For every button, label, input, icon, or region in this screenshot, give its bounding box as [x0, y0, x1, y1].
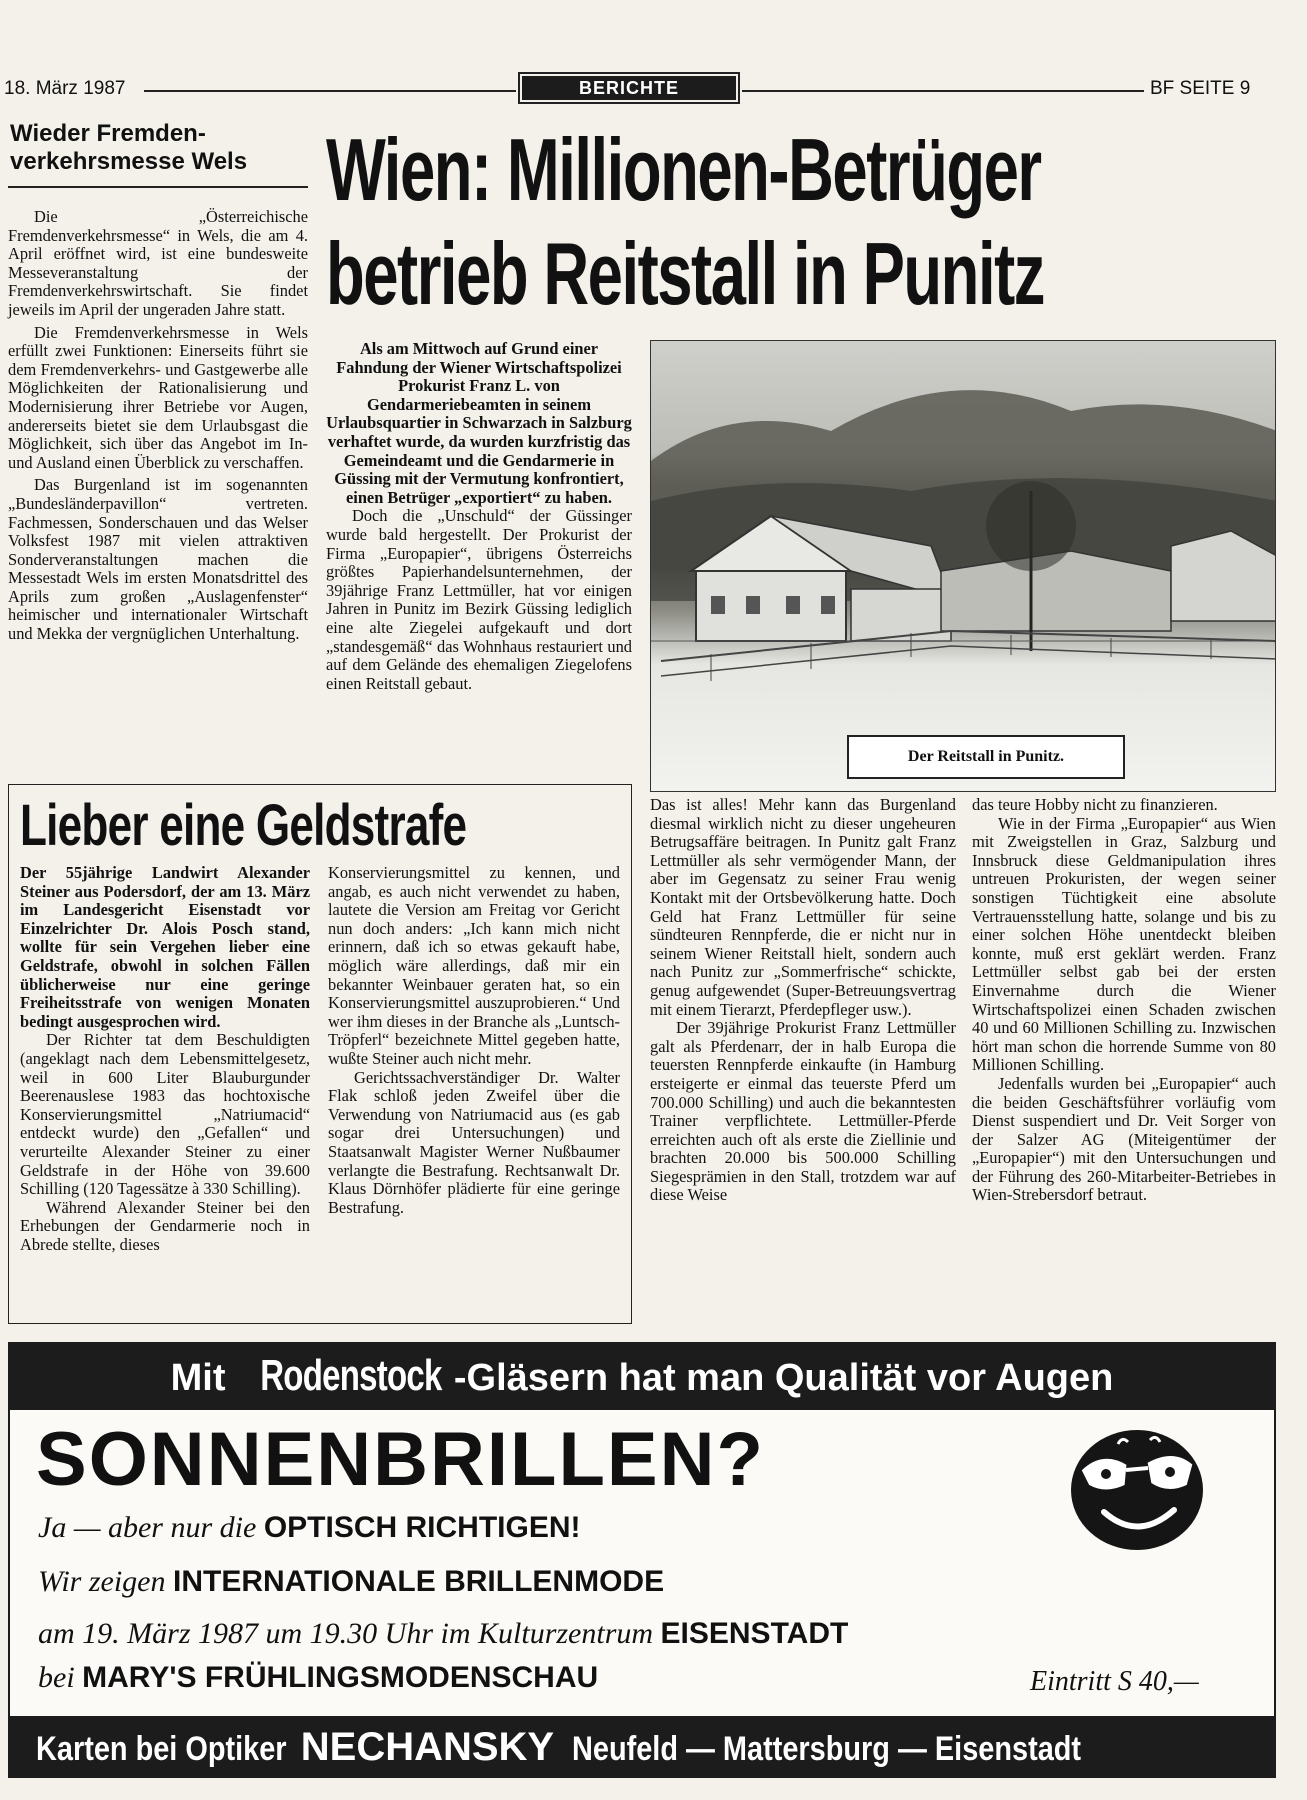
ad-line-4 — [38, 1658, 598, 1698]
boxed-body: Konservierungsmittel zu kennen, und angab, es auch nicht verwendet zu haben, lautete die Version am Freitag vor Gericht nun doch anders: „Ich kann mich nicht erinnern, daß ich so etwas gekauft habe, möglich wäre allerdings, daß mir ein bekannter Weinbauer geraten hat, so ein Konservierungsmittel auszuprobieren.“ Und wer ihm dieses in der Branche als „Luntsch-Tröpferl“ bezeichnete Mittel gegeben hatte, wußte Steiner auch nicht mehr. — [328, 863, 620, 1068]
boxed-headline-text: Lieber eine Geldstrafe — [20, 793, 467, 858]
ad-line-3-bold: EISENSTADT — [660, 1617, 849, 1650]
side-article-body — [8, 208, 308, 644]
main-article-lead-column — [326, 340, 632, 693]
header-date: 18. März 1987 — [4, 78, 126, 99]
main-headline-line1: Wien: Millionen-Betrüger — [326, 120, 1041, 219]
ad-bottom-banner — [8, 1716, 1276, 1778]
section-label — [518, 72, 740, 104]
ad-line-3-italic: am 19. März 1987 um 19.30 Uhr im Kulturzentrum — [38, 1617, 654, 1650]
ad-top-pre: Mit — [170, 1357, 226, 1399]
ad-sonnenbrillen: SONNENBRILLEN? — [36, 1417, 765, 1502]
main-body: das teure Hobby nicht zu finanzieren. — [972, 795, 1218, 814]
ad-top-post: -Gläsern hat man Qualität vor Augen — [453, 1357, 1114, 1399]
sunglasses-smiley-icon — [1062, 1424, 1212, 1559]
main-body: Wie in der Firma „Europapier“ aus Wien mit Zweigstellen in Graz, Salzburg und Innsbruck diese Geldmanipulation ihres untreuen Prokuristen, der wegen seiner sonstigen Tüchtigkeit eine absolute Vertrauensstellung hatte, solange und bis zu einer solchen Höhe unentdeckt bleiben konnte, muß erst geklärt werden. Franz Lettmüller selbst gab bei der ersten Einvernahme durch die Wiener Wirtschaftspolizei einen Schaden zwischen 40 und 60 Millionen Schilling zu. Inzwischen hört man schon die horrende Summe von 80 Millionen Schilling. — [972, 813, 1276, 1075]
ad-bottom-post: Neufeld — Mattersburg — Eisenstadt — [572, 1730, 1082, 1768]
photo-caption-box — [847, 735, 1125, 779]
reitstall-photo-illustration — [651, 341, 1276, 792]
boxed-lead: Der 55jährige Landwirt Alexander Steiner aus Podersdorf, der am 13. März im Landesgericht Eisenstadt vor Einzelrichter Dr. Alois Posch stand, wollte für sein Vergehen lieber eine Geldstrafe, obwohl in solchen Fällen üblicherweise nur eine geringe Freiheitsstrafe von wenigen Monaten bedingt ausgesprochen wird. — [20, 863, 310, 1031]
header-rule-right — [742, 90, 1144, 92]
ad-line-1-bold: OPTISCH RICHTIGEN! — [263, 1511, 581, 1544]
boxed-body: Gerichtssachverständiger Dr. Walter Flak schloß jeden Zweifel über die Verwendung von Natriumacid aus (es gab sogar drei Untersuchungen) und Staatsanwalt Magister Werner Nußbaumer verlangte die Bestrafung. Rechtsanwalt Dr. Klaus Dörnhöfer plädierte für eine geringe Bestrafung. — [328, 1067, 620, 1217]
header-page: BF SEITE 9 — [1150, 78, 1251, 99]
ad-top-banner — [8, 1342, 1276, 1410]
side-title-line2: verkehrsmesse Wels — [10, 148, 248, 175]
ad-line-3 — [38, 1614, 848, 1654]
boxed-article-headline — [20, 794, 620, 858]
ad-line-2-italic: Wir zeigen — [38, 1565, 166, 1598]
ad-line-4-italic: bei — [38, 1661, 75, 1694]
boxed-article-col2 — [328, 864, 620, 1217]
ad-line-2 — [38, 1562, 664, 1602]
main-body: Das ist alles! Mehr kann das Burgenland diesmal wirklich nicht zu dieser ungeheuren Betrugsaffäre beitragen. In Punitz galt Franz Lettmüller als sehr vermögender Mann, der aber im Gegensatz zu seiner Frau wenig Kontakt mit der Ortsbevölkerung hatte. Doch Geld hat Franz Lettmüller für seine sündteuren Rennpferde, die er nicht nur in seinem Wiener Reitstall hielt, sondern auch nach Punitz zur „Sommerfrische“ schickte, genug aufgewendet (Super-Betreuungsvertrag mit einem Tierarzt, Pferdepfleger usw.). — [650, 795, 956, 1019]
side-paragraph: Das Burgenland ist im sogenannten „Bundesländerpavillon“ vertreten. Fachmessen, Sonderschauen und das Welser Volksfest 1987 mit vielen attraktiven Sonderveranstaltungen machen die Messestadt Wels im ersten Monatsdrittel des Aprils zum großen „Auslagenfenster“ heimischer und internationaler Wirtschaft und Mekka der vergnüglichen Unterhaltung. — [8, 475, 308, 644]
main-article-col-a — [650, 796, 956, 1205]
ad-line-1 — [38, 1508, 580, 1548]
boxed-article-col1 — [20, 864, 310, 1254]
main-body: Jedenfalls wurden bei „Europapier“ auch die beiden Geschäftsführer vorläufig vom Dienst suspendiert und Dr. Veit Sorger von der Salzer AG (Miteigentümer der „Europapier“) mit den Untersuchungen und der Führung des 260-Mitarbeiter-Betriebes in Wien-Strebersdorf betraut. — [972, 1073, 1276, 1205]
photo-caption: Der Reitstall in Punitz. — [907, 748, 1065, 765]
main-article-col-b — [972, 796, 1276, 1205]
main-headline-line2: betrieb Reitstall in Punitz — [326, 224, 1045, 323]
side-article-title — [10, 120, 306, 176]
side-title-line1: Wieder Fremden- — [10, 120, 206, 147]
header-rule-left — [144, 90, 516, 92]
ad-entry-price: Eintritt S 40,— — [1030, 1666, 1199, 1697]
side-paragraph: Die Fremdenverkehrsmesse in Wels erfüllt zwei Funktionen: Einerseits führt sie dem Fremdenverkehrs- und Gastgewerbe alle Möglichkeiten der Rationalisierung und Modernisierung ihrer Betriebe vor Augen, andererseits bietet sie dem Urlaubsgast die Möglichkeit, sich über das Angebot im In- und Ausland einen Überblick zu verschaffen. — [8, 322, 308, 472]
rodenstock-logo: Rodenstock — [260, 1351, 442, 1400]
ad-line-4-bold: MARY'S FRÜHLINGSMODENSCHAU — [82, 1661, 599, 1694]
main-headline — [326, 118, 1276, 326]
boxed-body: Während Alexander Steiner bei den Erhebungen der Gendarmerie noch in Abrede stellte, dieses — [20, 1197, 310, 1254]
side-paragraph: Die „Österreichische Fremdenverkehrsmesse“ in Wels, die am 4. April eröffnet wird, ist eine bundesweite Messeveranstaltung der Fremdenverkehrswirtschaft. Sie findet jeweils im April der ungeraden Jahre statt. — [8, 207, 308, 319]
reitstall-photo — [650, 340, 1276, 792]
main-lead: Als am Mittwoch auf Grund einer Fahndung der Wiener Wirtschaftspolizei Prokurist Franz L. von Gendarmeriebeamten in seinem Urlaubsquartier in Schwarzach in Salzburg verhaftet wurde, da wurden kurzfristig das Gemeindeamt und die Gendarmerie in Güssing mit der Vermutung konfrontiert, einen Betrüger „exportiert“ zu haben. — [326, 339, 632, 507]
nechansky-logo: NECHANSKY — [300, 1725, 555, 1769]
boxed-body: Der Richter tat dem Beschuldigten (angeklagt nach dem Lebensmittelgesetz, weil in 600 Liter Blauburgunder Beerenauslese 1983 das hochtoxische Konservierungsmittel „Natriumacid“ entdeckt wurde) den „Gefallen“ und verurteilte Alexander Steiner zu einer Geldstrafe in der Höhe von 39.600 Schilling (120 Tagessätze à 330 Schilling). — [20, 1030, 310, 1199]
ad-line-2-bold: INTERNATIONALE BRILLENMODE — [173, 1565, 665, 1598]
side-title-rule — [8, 186, 308, 188]
ad-line-1-italic: Ja — aber nur die — [38, 1511, 257, 1544]
main-body: Der 39jährige Prokurist Franz Lettmüller galt als Pferdenarr, der in halb Europa die teuersten Rennpferde einkaufte (in Hamburg ersteigerte er einmal das teuerste Pferd um 700.000 Schilling) und auch die bekanntesten Trainer verpflichtete. Lettmüller-Pferde erreichten auch oft als erste die Ziellinie und brachten 20.000 bis 500.000 Schilling Siegesprämien in den Stall, trotzdem war auf diese Weise — [650, 1018, 956, 1205]
ad-bottom-pre: Karten bei Optiker — [36, 1730, 287, 1768]
main-body: Doch die „Unschuld“ der Güssinger wurde bald hergestellt. Der Prokurist der Firma „Europapier“, übrigens Österreichs größtes Papierhandelsunternehmen, der 39jährige Franz Lettmüller, hat vor einigen Jahren in Punitz im Bezirk Güssing lediglich eine alte Ziegelei aufgekauft und dort „standesgemäß“ das Wohnhaus restauriert und auf dem Gelände des ehemaligen Ziegelofens einen Reitstall gebaut. — [326, 506, 632, 693]
section-label-text: BERICHTE — [522, 76, 736, 100]
